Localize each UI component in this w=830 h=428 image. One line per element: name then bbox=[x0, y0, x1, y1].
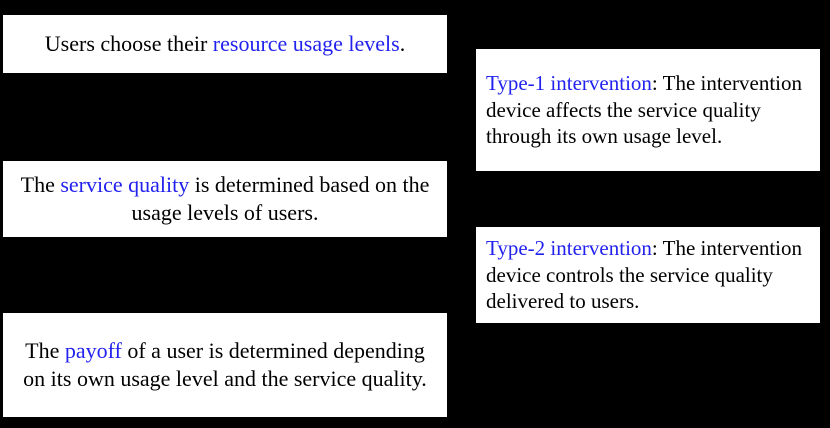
highlighted-term: payoff bbox=[64, 337, 122, 363]
text-box-type2-intervention-content bbox=[476, 235, 820, 316]
text-segment: The bbox=[25, 337, 65, 363]
text-box-users bbox=[2, 14, 448, 74]
highlighted-term: resource usage levels bbox=[212, 30, 400, 56]
text-segment: of a user is determined depending on its own usage level and the service quality. bbox=[23, 337, 427, 391]
text-segment: Users choose their bbox=[44, 30, 213, 56]
text-box-payoff-content bbox=[3, 337, 447, 393]
text-segment: : The intervention device controls the service quality delivered to users. bbox=[486, 235, 802, 314]
text-segment: The bbox=[20, 171, 61, 197]
text-box-users-content bbox=[3, 30, 447, 58]
text-segment: . bbox=[399, 30, 406, 56]
highlighted-term: service quality bbox=[60, 171, 190, 197]
text-box-service-quality-content bbox=[3, 171, 447, 227]
highlighted-term: Type-1 intervention bbox=[486, 70, 652, 95]
text-segment: : The intervention device affects the service quality through its own usage level. bbox=[486, 70, 802, 149]
text-box-type1-intervention-content bbox=[476, 70, 820, 151]
highlighted-term: Type-2 intervention bbox=[486, 235, 652, 260]
text-segment: is determined based on the usage levels of users. bbox=[131, 171, 430, 225]
text-box-payoff bbox=[2, 312, 448, 418]
text-box-service-quality bbox=[2, 160, 448, 238]
text-box-type1-intervention bbox=[475, 48, 821, 172]
text-box-type2-intervention bbox=[475, 226, 821, 324]
